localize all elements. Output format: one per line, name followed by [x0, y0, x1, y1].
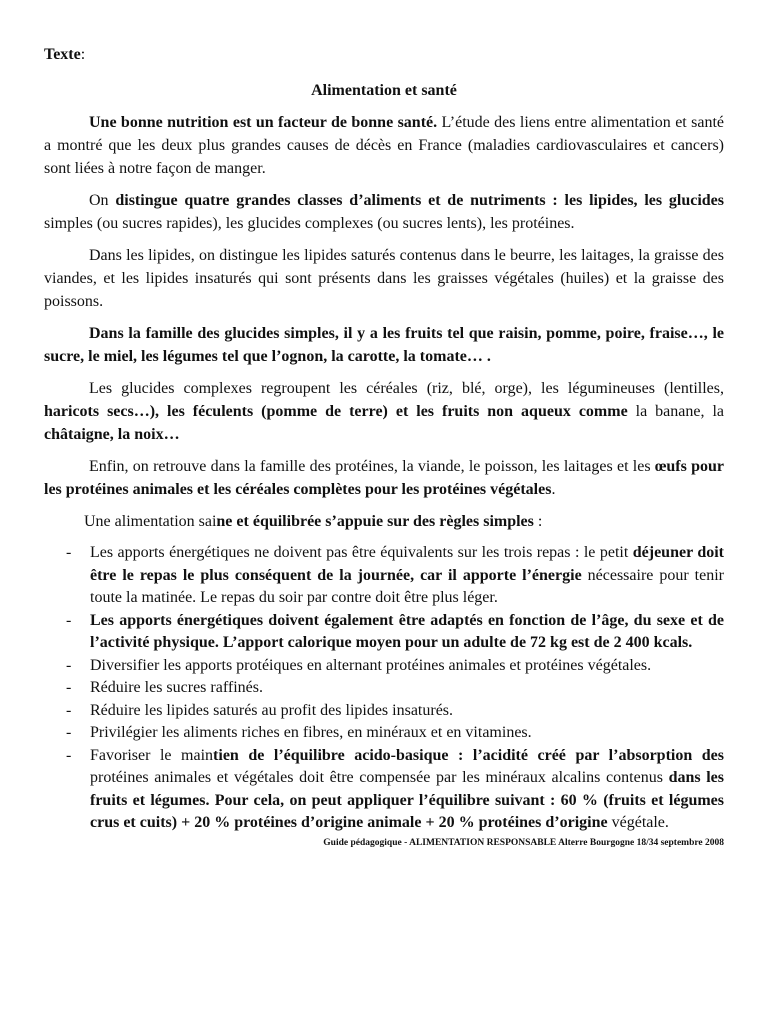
intro-text: :	[533, 513, 543, 530]
paragraph-bold-text: Une bonne nutrition est un facteur de bonne santé.	[89, 114, 438, 131]
list-item-text: Privilégier les aliments riches en fibres, en minéraux et en vitamines.	[90, 724, 532, 741]
list-item-text: végétale.	[607, 814, 669, 831]
bullet-dash: -	[66, 724, 72, 741]
document-title: Alimentation et santé	[311, 82, 457, 99]
text-label-word: Texte	[44, 46, 81, 63]
intro-bold-text: ne et équilibrée s’appuie sur des règles simples	[216, 513, 534, 530]
bullet-dash: -	[66, 656, 72, 674]
paragraph-classes	[44, 189, 724, 235]
list-item-text: Diversifier les apports protéiques en alternant protéines animales et protéines végétales.	[90, 656, 652, 674]
paragraph-text: Les glucides complexes regroupent les céréales (riz, blé, orge), les légumineuses (lentilles,	[89, 380, 724, 397]
paragraph-text: simples (ou sucres rapides), les glucides complexes (ou sucres lents), les protéines.	[44, 215, 575, 232]
list-item-text: protéines animales et végétales doit être compensée par les minéraux alcalins contenus	[90, 769, 669, 786]
intro-text: Une alimentation sai	[84, 513, 217, 530]
rules-intro	[44, 510, 724, 533]
paragraph-bold-text: châtaigne, la noix…	[44, 426, 180, 443]
list-item-bold-text: Les apports énergétiques doivent également être adaptés en fonction de l’âge, du sexe et de l’activité physique. L’apport calorique moyen pour un adulte de 72 kg est de 2 400 kcals.	[90, 611, 724, 651]
paragraph-text: Dans les lipides, on distingue les lipides saturés contenus dans le beurre, les laitages, la graisse des viandes, et les lipides insaturés qui sont présents dans les graisses végétales (huiles) et la graisse des poissons.	[44, 247, 724, 310]
paragraph-text: Enfin, on retrouve dans la famille des protéines, la viande, le poisson, les laitages et les	[89, 458, 655, 475]
list-item-text: Favoriser le main	[90, 746, 214, 764]
bullet-dash: -	[66, 746, 72, 764]
paragraph-lipides	[44, 244, 724, 313]
bullet-dash: -	[66, 679, 72, 696]
list-item-bold-text: tien de l’équilibre acido-basique : l’acidité créé par l’absorption des	[213, 746, 725, 764]
text-label-colon: :	[80, 46, 86, 63]
bullet-dash: -	[66, 701, 72, 719]
list-item	[44, 745, 724, 835]
document-page	[44, 44, 724, 849]
list-item-text: Réduire les sucres raffinés.	[90, 679, 263, 696]
list-item-text: nécessaire pour tenir toute la matinée. Le repas du soir par contre doit être plus léger.	[90, 566, 724, 606]
paragraph-glucides-simples	[44, 322, 724, 368]
paragraph-text: .	[551, 481, 556, 498]
list-item-bold-text: déjeuner doit être le repas le plus conséquent de la journée, car il apporte l’énergie	[90, 544, 724, 584]
list-item	[44, 700, 724, 723]
text-label	[44, 44, 724, 66]
list-item	[44, 610, 724, 655]
paragraph-bold-text: Dans la famille des glucides simples, il y a les fruits tel que raisin, pomme, poire, fraise…, le sucre, le miel, les légumes tel que l’ognon, la carotte, la tomate… .	[44, 325, 724, 365]
list-item-text: Réduire les lipides saturés au profit des lipides insaturés.	[90, 701, 454, 719]
bullet-dash: -	[66, 544, 72, 561]
paragraph-bold-text: distingue quatre grandes classes d’aliments et de nutriments : les lipides, les glucides	[115, 192, 724, 209]
list-item	[44, 655, 724, 678]
bullet-dash: -	[66, 611, 72, 629]
paragraph-text: On	[89, 192, 116, 209]
paragraph-bold-text: haricots secs…), les féculents (pomme de terre) et les fruits non aqueux comme	[44, 403, 628, 420]
paragraph-bold-text: œufs pour les protéines animales et les céréales complètes pour les protéines végétales	[44, 458, 724, 498]
list-item-bold-text: dans les fruits et légumes. Pour cela, on peut appliquer l’équilibre suivant : 60 % (fruits et légumes crus et cuits) + 20 % protéines d’origine animale + 20 % protéines d’origine	[90, 769, 724, 831]
list-item-text: Les apports énergétiques ne doivent pas être équivalents sur les trois repas : le petit	[90, 544, 633, 561]
rules-list	[44, 542, 724, 835]
paragraph-glucides-complexes	[44, 377, 724, 446]
paragraph-text: la banane, la	[627, 403, 724, 420]
paragraph-text: L’étude des liens entre alimentation et santé a montré que les deux plus grandes causes de décès en France (maladies cardiovasculaires et cancers) sont liées à notre façon de manger.	[44, 114, 724, 177]
list-item	[44, 722, 724, 745]
list-item	[44, 542, 724, 610]
paragraph-proteines	[44, 455, 724, 501]
list-item	[44, 677, 724, 700]
paragraph-nutrition	[44, 111, 724, 180]
page-footer: Guide pédagogique - ALIMENTATION RESPONSABLE Alterre Bourgogne 18/34 septembre 2008	[323, 837, 724, 848]
